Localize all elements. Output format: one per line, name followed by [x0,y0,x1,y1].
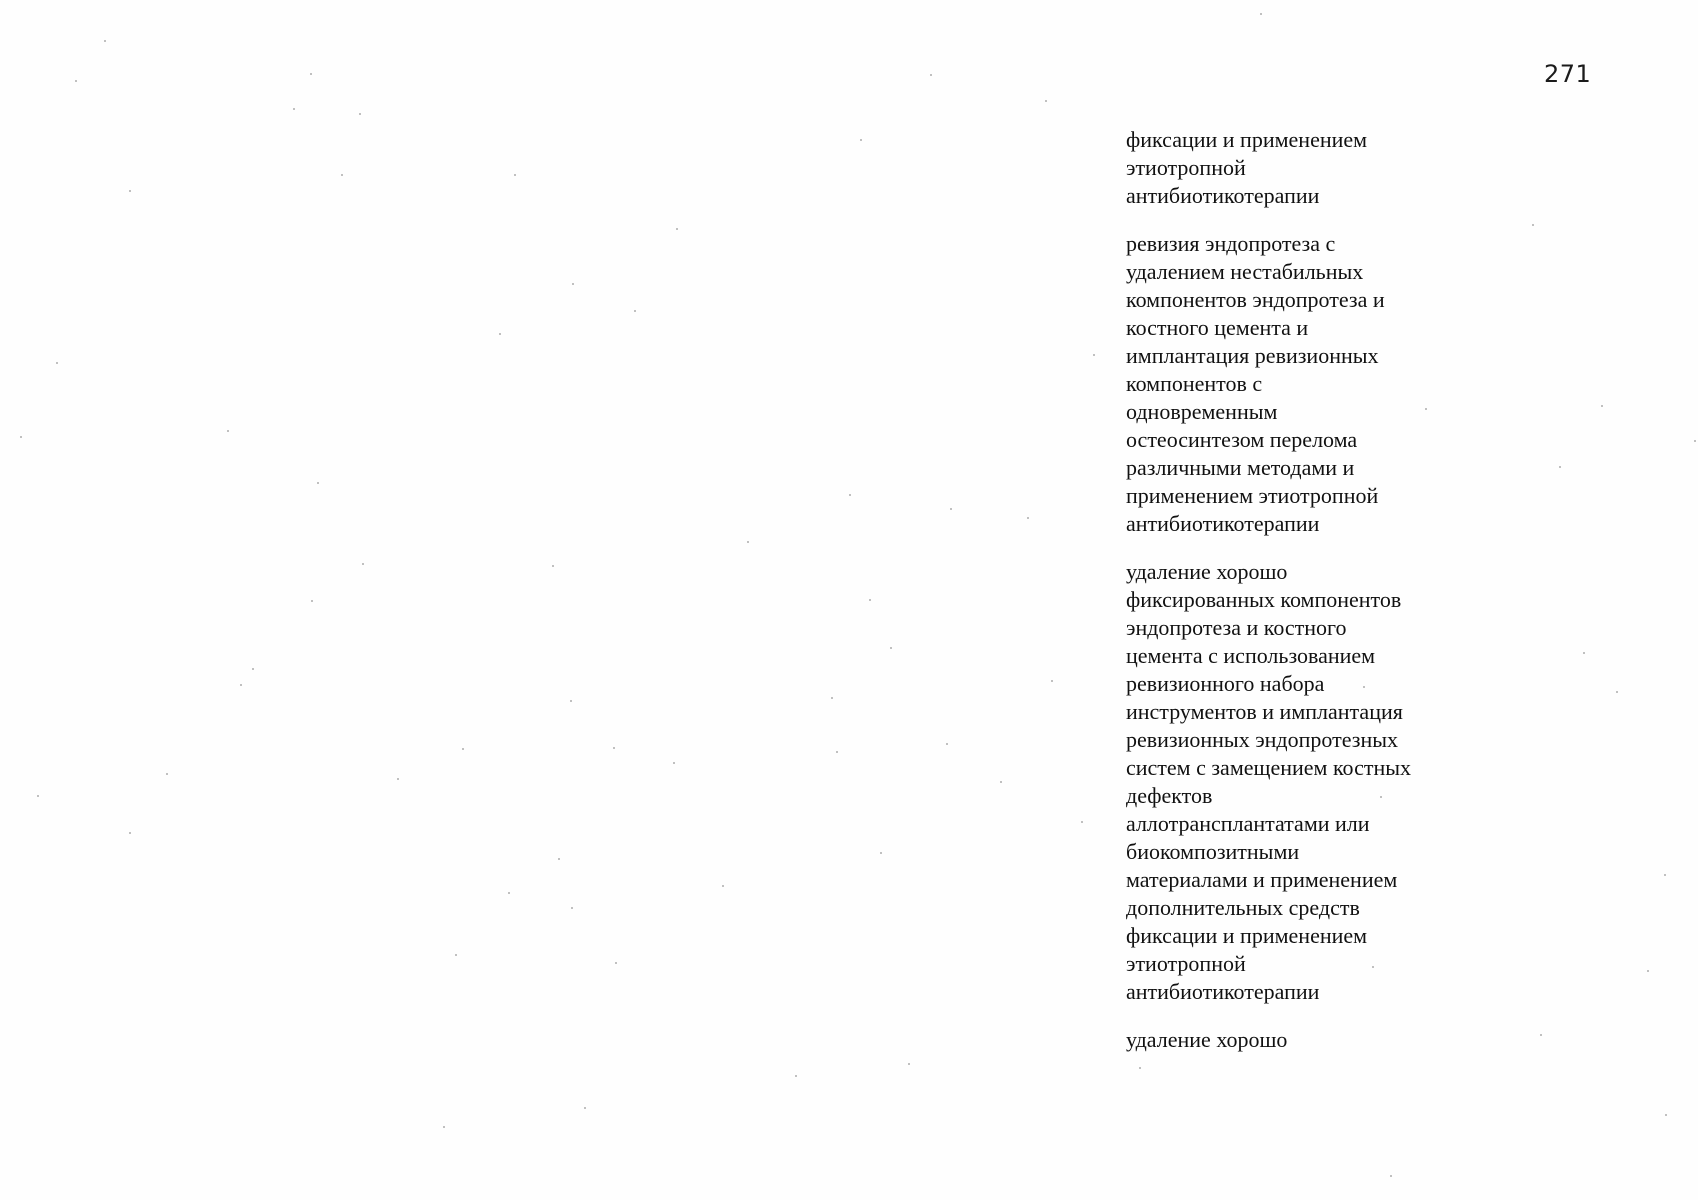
text-line: костного цемента и [1126,315,1309,340]
text-line: фиксации и применением [1126,127,1368,152]
text-line: инструментов и имплантация [1126,699,1403,724]
text-line: фиксированных компонентов [1126,587,1402,612]
text-line: эндопротеза и костного [1126,615,1347,640]
text-line: остеосинтезом перелома [1126,427,1358,452]
text-line: компонентов с [1126,371,1263,396]
text-line: различными методами и [1126,455,1355,480]
text-line: удаление хорошо [1126,1027,1288,1052]
text-column [1126,126,1466,1074]
text-line: антибиотикотерапии [1126,979,1320,1004]
text-line: одновременным [1126,399,1278,424]
text-line: ревизионного набора [1126,671,1325,696]
text-line: этиотропной [1126,951,1246,976]
text-line: компонентов эндопротеза и [1126,287,1385,312]
text-line: фиксации и применением [1126,923,1368,948]
text-line: систем с замещением костных [1126,755,1412,780]
text-line: ревизионных эндопротезных [1126,727,1399,752]
text-line: антибиотикотерапии [1126,183,1320,208]
text-line: материалами и применением [1126,867,1398,892]
text-line: антибиотикотерапии [1126,511,1320,536]
text-line: удалением нестабильных [1126,259,1364,284]
text-line: этиотропной [1126,155,1246,180]
text-line: аллотрансплантатами или [1126,811,1370,836]
paragraph [1126,126,1466,210]
text-line: применением этиотропной [1126,483,1379,508]
text-line: биокомпозитными [1126,839,1300,864]
text-line: цемента с использованием [1126,643,1376,668]
paragraph [1126,558,1466,1006]
text-line: дефектов [1126,783,1213,808]
text-line: ревизия эндопротеза с [1126,231,1336,256]
page-number: 271 [1544,60,1592,88]
text-line: удаление хорошо [1126,559,1288,584]
paragraph [1126,230,1466,538]
paragraph [1126,1026,1466,1054]
text-line: имплантация ревизионных [1126,343,1379,368]
text-line: дополнительных средств [1126,895,1360,920]
